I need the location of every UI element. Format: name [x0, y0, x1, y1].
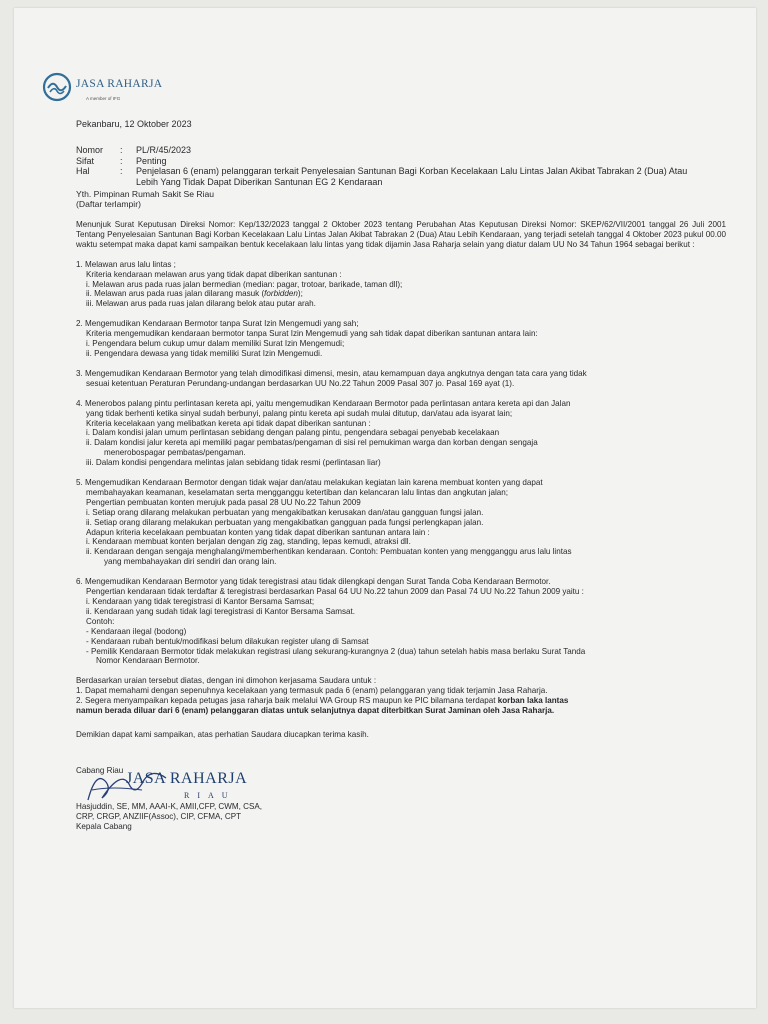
signatory-name: Hasjuddin, SE, MM, AAAI-K, AMII,CFP, CWM, CSA, [76, 801, 263, 811]
company-stamp-sub: RIAU [184, 791, 236, 800]
request-item-2 [76, 696, 726, 706]
section-5-criteria-item: i. Kendaraan membuat konten berjalan dengan zig zag, standing, lepas kemudi, atraksi dll. [86, 537, 411, 547]
company-tagline: A member of IFG [86, 96, 121, 101]
meta-row-hal [76, 166, 711, 187]
signatory-title: Kepala Cabang [76, 821, 132, 831]
request-intro: Berdasarkan uraian tersebut diatas, dengan ini dimohon kerjasama Saudara untuk : [76, 676, 377, 686]
item-text: ); [297, 289, 303, 299]
recipient-line: Yth. Pimpinan Rumah Sakit Se Riau [76, 189, 215, 199]
meta-colon: : [120, 145, 123, 155]
request-item-2-bold: korban laka lantas [497, 696, 569, 706]
meta-value: PL/R/45/2023 [136, 145, 192, 155]
recipient-line: (Daftar terlampir) [76, 199, 141, 209]
company-name: JASA RAHARJA [76, 78, 163, 90]
signature-block [76, 766, 396, 832]
section-6-item: ii. Kendaraan yang sudah tidak lagi teregistrasi di Kantor Bersama Samsat. [86, 606, 356, 616]
letter-date: Pekanbaru, 12 Oktober 2023 [76, 119, 192, 129]
section-6-cont: Pengertian kendaraan tidak terdaftar & teregistrasi berdasarkan Pasal 64 UU No.22 tahun 2009 dan Pasal 74 UU No.22 Tahun 2009 yaitu : [86, 587, 584, 597]
section-1-criteria: Kriteria kendaraan melawan arus yang tidak dapat diberikan santunan : [86, 269, 342, 279]
closing-remark: Demikian dapat kami sampaikan, atas perhatian Saudara diucapkan terima kasih. [76, 729, 369, 739]
jasa-raharja-logo-icon [42, 72, 72, 102]
section-5-criteria-item-cont: yang membahayakan diri sendiri dan orang lain. [104, 557, 277, 567]
section-4-item: i. Dalam kondisi jalan umum perlintasan sebidang dengan palang pintu, pengendara sebagai penyebab kecelakaan [86, 428, 500, 438]
section-4-cont: yang tidak berhenti ketika sinyal sudah berbunyi, palang pintu kereta api sudah mulai ditutup, dan/atau ada isyarat lain; [86, 408, 513, 418]
section-6-item: i. Kendaraan yang tidak teregistrasi di Kantor Bersama Samsat; [86, 597, 315, 606]
section-4-criteria: Kriteria kecelakaan yang melibatkan kereta api tidak dapat diberikan santunan : [86, 418, 371, 428]
meta-label: Hal [76, 166, 90, 176]
section-6-example: - Pemilik Kendaraan Bermotor tidak melakukan registrasi ulang sekurang-kurangnya 2 (dua) tahun setelah habis masa berlaku Surat Tanda [86, 646, 586, 656]
section-6-title: 6. Mengemudikan Kendaraan Bermotor yang tidak teregistrasi atau tidak dilengkapi dengan Surat Tanda Coba Kendaraan Bermotor. [76, 577, 551, 587]
item-emphasis: forbidden [264, 289, 298, 299]
meta-row-sifat [76, 156, 711, 167]
section-6-example-cont: Nomor Kendaraan Bermotor. [96, 656, 200, 666]
section-2-title: 2. Mengemudikan Kendaraan Bermotor tanpa Surat Izin Mengemudi yang sah; [76, 319, 359, 329]
company-stamp: JASA RAHARJA [126, 770, 248, 787]
letter-page [14, 8, 756, 1008]
section-5-item: i. Setiap orang dilarang melakukan perbuatan yang mengakibatkan kerusakan dan/atau gangguan fungsi jalan. [86, 507, 484, 517]
section-1-item: i. Melawan arus pada ruas jalan bermedian (median: pagar, trotoar, barikade, taman dll); [86, 279, 403, 289]
section-5-criteria: Adapun kriteria kecelakaan pembuatan konten yang tidak dapat diberikan santunan antara lain : [86, 527, 430, 537]
meta-label: Nomor [76, 145, 104, 155]
letter-body [76, 220, 726, 740]
section-5-cont: membahayakan keamanan, keselamatan serta mengganggu ketertiban dan kelancaran lalu lintas dan angkutan jalan; [86, 487, 509, 497]
section-4-item-cont: menerobospagar pembatas/pengaman. [104, 448, 246, 458]
section-1-item [76, 289, 726, 299]
signatory-credentials: CRP, CRGP, ANZIIF(Assoc), CIP, CFMA, CPT [76, 811, 242, 821]
meta-value: Penting [136, 155, 167, 166]
meta-value: Penjelasan 6 (enam) pelanggaran terkait Penyelesaian Santunan Bagi Korban Kecelakaan Lalu Lintas Jalan Akibat Tabrakan 2 (Dua) Atau Lebih Yang Tidak Dapat Diberikan Santunan EG 2 Kendaraan [136, 166, 688, 187]
section-6-example: - Kendaraan ilegal (bodong) [86, 626, 187, 636]
meta-label: Sifat [76, 155, 95, 166]
signature-branch: Cabang Riau [76, 766, 124, 775]
meta-row-nomor [76, 145, 711, 156]
section-2-item: i. Pengendara belum cukup umur dalam memiliki Surat Izin Mengemudi; [86, 339, 345, 349]
section-6-example-label: Contoh: [86, 616, 115, 626]
section-5-title: 5. Mengemudikan Kendaraan Bermotor dengan tidak wajar dan/atau melakukan kegiatan lain karena membuat konten yang dapat [76, 478, 543, 488]
item-text: ii. Melawan arus pada ruas jalan dilarang masuk ( [86, 289, 265, 299]
section-4-item: iii. Dalam kondisi pengendara melintas jalan sebidang tidak resmi (perlintasan liar) [86, 458, 381, 468]
section-4-title: 4. Menerobos palang pintu perlintasan kereta api, yaitu mengemudikan Kendaraan Bermotor pada perlintasan antara kereta api dan Jalan [76, 398, 571, 408]
section-5-definition: Pengertian pembuatan konten merujuk pada pasal 28 UU No.22 Tahun 2009 [86, 497, 361, 507]
section-4-item: ii. Dalam kondisi jalur kereta api memiliki pagar pembatas/pengaman di sisi rel pemukiman warga dan korban dengan sengaja [86, 438, 538, 448]
section-5-item: ii. Setiap orang dilarang melakukan perbuatan yang mengakibatkan gangguan pada fungsi perlengkapan jalan. [86, 517, 484, 527]
section-3-title: 3. Mengemudikan Kendaraan Bermotor yang telah dimodifikasi dimensi, mesin, atau kemampuan daya angkutnya dengan tata cara yang tidak [76, 368, 587, 378]
section-3-cont: sesuai ketentuan Peraturan Perundang-undangan berdasarkan UU No.22 Tahun 2009 Pasal 307 jo. Pasal 169 ayat (1). [86, 378, 515, 388]
request-item-2-cont: namun berada diluar dari 6 (enam) pelanggaran diatas untuk selanjutnya dapat diterbitkan Surat Jaminan oleh Jasa Raharja. [76, 706, 555, 716]
section-6-example: - Kendaraan rubah bentuk/modifikasi belum dilakukan register ulang di Samsat [86, 636, 369, 646]
intro-paragraph: Menunjuk Surat Keputusan Direksi Nomor: Kep/132/2023 tanggal 2 Oktober 2023 tentang Perubahan Atas Keputusan Direksi Nomor: SKEP/62/VII/2001 tanggal 26 Juli 2001 Tentang Penyelesaian Santunan Bagi Korban Kecelakaan Lalu Lintas Jalan Akibat Tabrakan 2 (Dua) Atau Lebih Kendaraan, yang terjadi setelah tanggal 4 Oktober 2023 pukul 00.00 waktu setempat maka dapat kami sampaikan bentuk kecelakaan lalu lintas yang tidak dijamin Jasa Raharja selain yang diatur dalam UU No 34 Tahun 1964 sebagai berikut : [76, 220, 726, 249]
request-item-2-text: 2. Segera menyampaikan kepada petugas jasa raharja baik melalui WA Group RS maupun ke PIC bilamana terdapat [76, 696, 498, 706]
letter-meta [76, 145, 711, 187]
section-1-title: 1. Melawan arus lalu lintas ; [76, 259, 176, 269]
recipient-block [76, 189, 214, 209]
section-2-item: ii. Pengendara dewasa yang tidak memiliki Surat Izin Mengemudi. [86, 348, 323, 358]
meta-colon: : [120, 155, 123, 166]
request-item-1: 1. Dapat memahami dengan sepenuhnya kecelakaan yang termasuk pada 6 (enam) pelanggaran yang tidak terjamin Jasa Raharja. [76, 686, 548, 696]
section-1-item: iii. Melawan arus pada ruas jalan dilarang belok atau putar arah. [86, 299, 316, 309]
section-5-criteria-item: ii. Kendaraan dengan sengaja menghalangi/memberhentikan kendaraan. Contoh: Pembuatan konten yang mengganggu arus lalu lintas [86, 547, 572, 557]
section-2-criteria: Kriteria mengemudikan kendaraan bermotor tanpa Surat Izin Mengemudi yang sah tidak dapat diberikan santunan antara lain: [86, 329, 538, 339]
meta-colon: : [120, 166, 123, 176]
